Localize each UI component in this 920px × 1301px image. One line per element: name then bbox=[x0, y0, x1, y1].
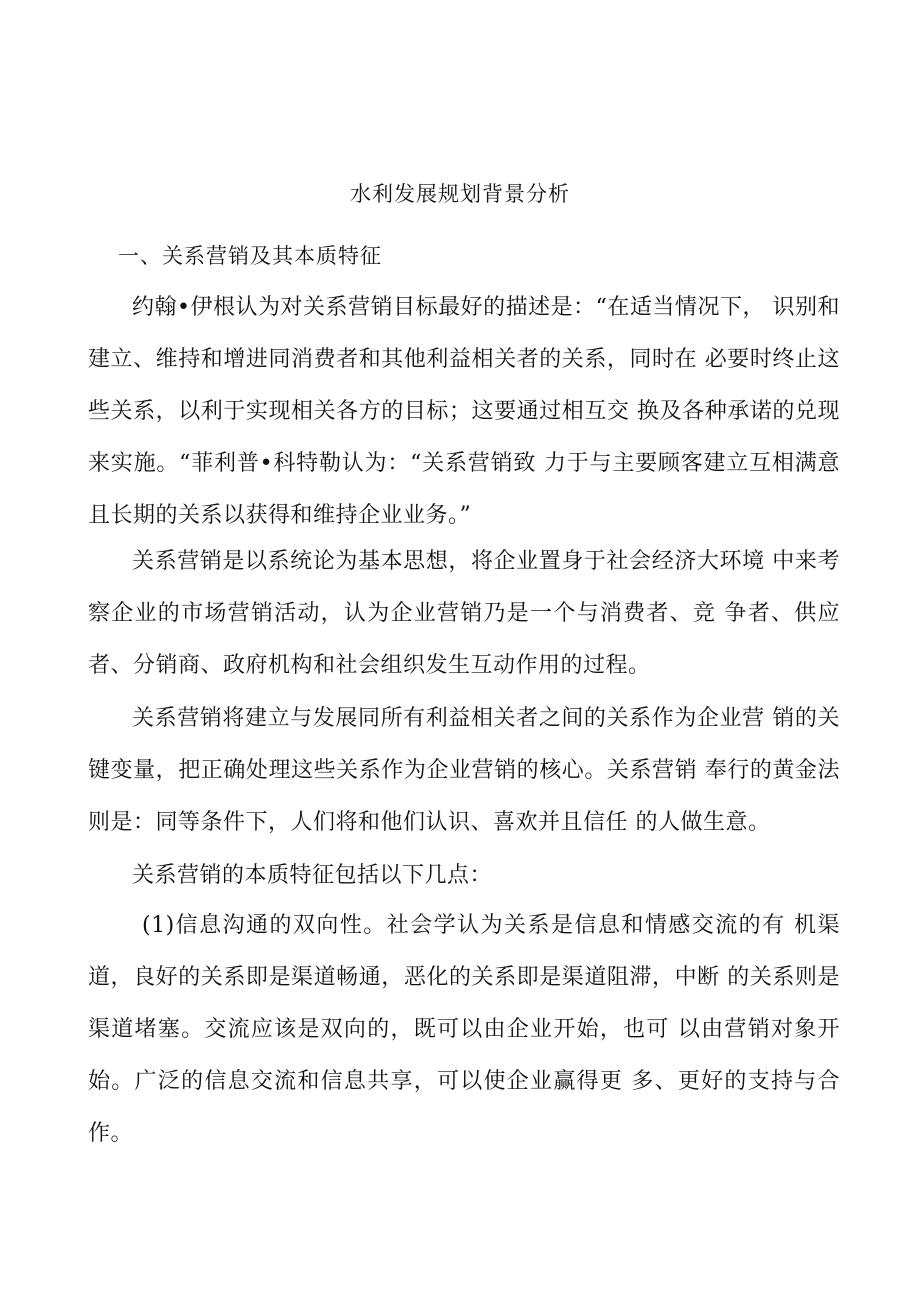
paragraph-key-variable: 关系营销将建立与发展同所有利益相关者之间的关系作为企业营 销的关键变量，把正确处理这些关系作为企业营销的核心。关系营销 奉行的黄金法则是：同等条件下，人们将和他们认识、喜欢并且信任 的人做生意。 bbox=[88, 706, 840, 835]
paragraph-system-theory: 关系营销是以系统论为基本思想，将企业置身于社会经济大环境 中来考察企业的市场营销活动，认为企业营销乃是一个与消费者、竞 争者、供应者、分销商、政府机构和社会组织发生互动作用的过程。 bbox=[88, 549, 840, 678]
paragraph-features-intro: 关系营销的本质特征包括以下几点： bbox=[132, 863, 493, 888]
paragraph-feature-1: (1)信息沟通的双向性。社会学认为关系是信息和情感交流的有 机渠道，良好的关系即是渠道畅通，恶化的关系即是渠道阻滞，中断 的关系则是渠道堵塞。交流应该是双向的，既可以由企业开始，也可 以由营销对象开始。广泛的信息交流和信息共享，可以使企业赢得更 多、更好的支持与合作。 bbox=[88, 913, 840, 1146]
paragraph-definition: 约翰•伊根认为对关系营销目标最好的描述是：“在适当情况下， 识别和建立、维持和增进同消费者和其他利益相关者的关系，同时在 必要时终止这些关系，以利于实现相关各方的目标；这要通过相互交 换及各种承诺的兑现来实施。“菲利普•科特勒认为：“关系营销致 力于与主要顾客建立互相满意且长期的关系以获得和维持企业业务。” bbox=[88, 295, 840, 528]
section-heading: 一、关系营销及其本质特征 bbox=[118, 244, 382, 268]
document-title: 水利发展规划背景分析 bbox=[350, 182, 570, 206]
